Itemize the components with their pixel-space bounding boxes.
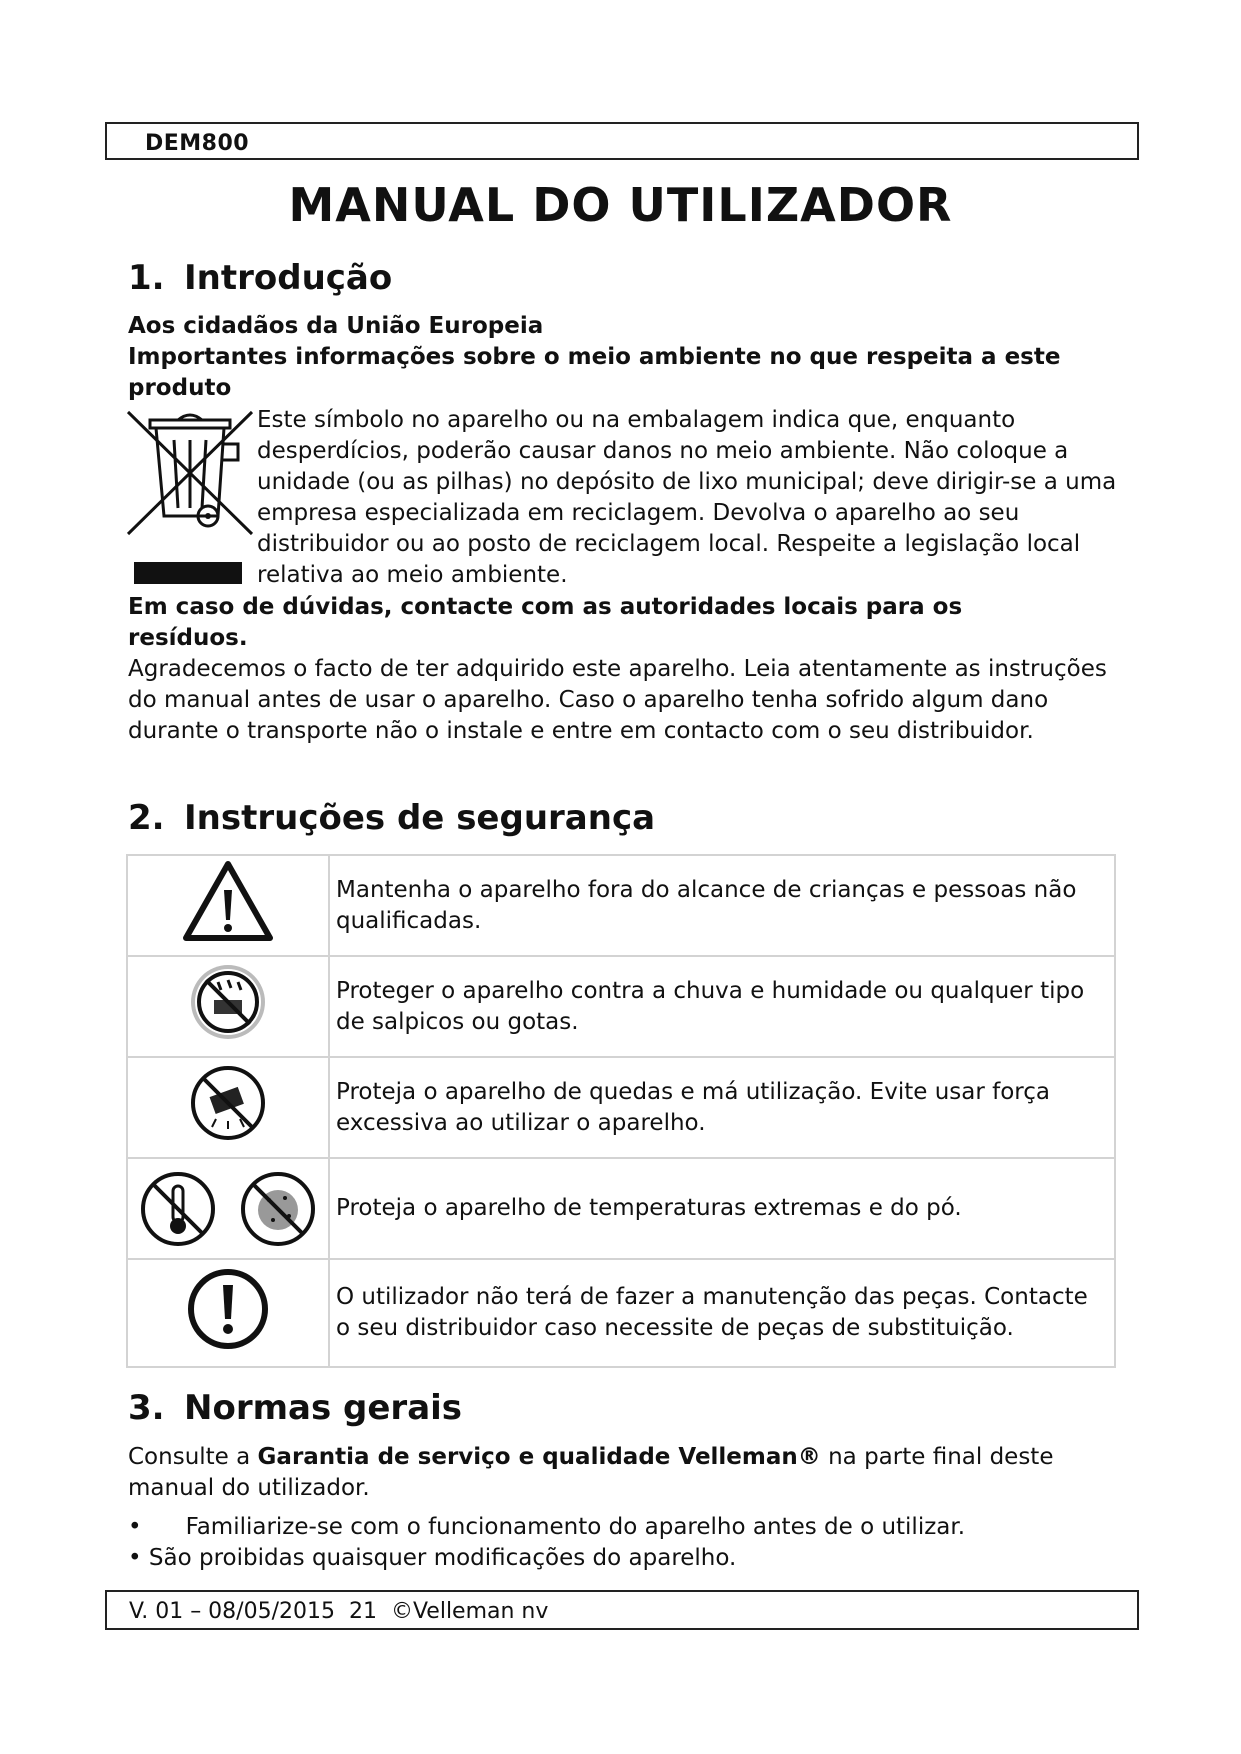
- table-row: [127, 1057, 1115, 1158]
- weee-text: Este símbolo no aparelho ou na embalagem indica que, enquanto desperdícios, poderão causar danos no meio ambiente. Não coloque a unidade (ou as pilhas) no depósito de lixo municipal; deve dirigir-se a uma empresa especializada em reciclagem. Devolva o aparelho ao seu distribuidor ou ao posto de reciclagem local. Respeite a legislação local relativa ao meio ambiente.: [257, 407, 1117, 588]
- section-2-heading: [128, 798, 655, 838]
- section-3-title: Normas gerais: [184, 1388, 463, 1428]
- consult-paragraph: [128, 1442, 1088, 1504]
- bullet-icon: •: [128, 1545, 142, 1571]
- warning-triangle-icon: [180, 858, 276, 944]
- list-item: [128, 1543, 736, 1574]
- attention-icon: [186, 1267, 270, 1351]
- section-3-number: 3.: [128, 1388, 165, 1428]
- thanks-paragraph: Agradecemos o facto de ter adquirido este aparelho. Leia atentamente as instruções do manual antes de usar o aparelho. Caso o aparelho tenha sofrido algum dano durante o transporte não o instale e entre em contacto com o seu distribuidor.: [128, 656, 1107, 744]
- no-dust-icon: [239, 1170, 317, 1248]
- section-2-title: Instruções de segurança: [184, 798, 656, 838]
- consult-suffix: na parte final deste manual do utilizador.: [128, 1444, 1054, 1501]
- consult-prefix: Consulte a: [128, 1444, 258, 1470]
- warranty-reference: Garantia de serviço e qualidade Velleman®: [257, 1444, 821, 1470]
- no-water-icon: [188, 962, 268, 1042]
- table-row: [127, 1259, 1115, 1367]
- section-3-heading: [128, 1388, 462, 1428]
- section-2-number: 2.: [128, 798, 165, 838]
- table-row: [127, 956, 1115, 1057]
- doubts-line: Em caso de dúvidas, contacte com as autoridades locais para os resíduos.: [128, 594, 963, 651]
- safety-text: Proteja o aparelho de temperaturas extremas e do pó.: [329, 1158, 1115, 1259]
- model-label: DEM800: [145, 131, 250, 156]
- weee-bin-icon: [126, 408, 254, 588]
- bullet-text: São proibidas quaisquer modificações do aparelho.: [148, 1545, 737, 1571]
- section-1-number: 1.: [128, 258, 165, 298]
- bullet-text: Familiarize-se com o funcionamento do aparelho antes de o utilizar.: [185, 1514, 966, 1540]
- table-row: [127, 855, 1115, 956]
- page-title: MANUAL DO UTILIZADOR: [288, 178, 953, 232]
- safety-text: O utilizador não terá de fazer a manutenção das peças. Contacte o seu distribuidor caso necessite de peças de substituição.: [329, 1259, 1115, 1367]
- safety-text: Mantenha o aparelho fora do alcance de crianças e pessoas não qualificadas.: [329, 855, 1115, 956]
- bullet-icon: •: [128, 1514, 142, 1540]
- eu-citizens-line: Aos cidadãos da União Europeia: [128, 313, 544, 339]
- no-temperature-icon: [139, 1170, 217, 1248]
- section-1-heading: [128, 258, 392, 298]
- footer-box: [105, 1590, 1139, 1630]
- environment-info-line: Importantes informações sobre o meio ambiente no que respeita a este produto: [128, 344, 1061, 401]
- list-item: [128, 1512, 965, 1543]
- header-box: [105, 122, 1139, 160]
- no-drop-icon: [188, 1063, 268, 1143]
- section-1-title: Introdução: [184, 258, 393, 298]
- footer-text: V. 01 – 08/05/2015 21 ©Velleman nv: [129, 1599, 549, 1624]
- table-row: [127, 1158, 1115, 1259]
- safety-table: [126, 854, 1116, 1368]
- safety-text: Proteja o aparelho de quedas e má utilização. Evite usar força excessiva ao utilizar o aparelho.: [329, 1057, 1115, 1158]
- safety-text: Proteger o aparelho contra a chuva e humidade ou qualquer tipo de salpicos ou gotas.: [329, 956, 1115, 1057]
